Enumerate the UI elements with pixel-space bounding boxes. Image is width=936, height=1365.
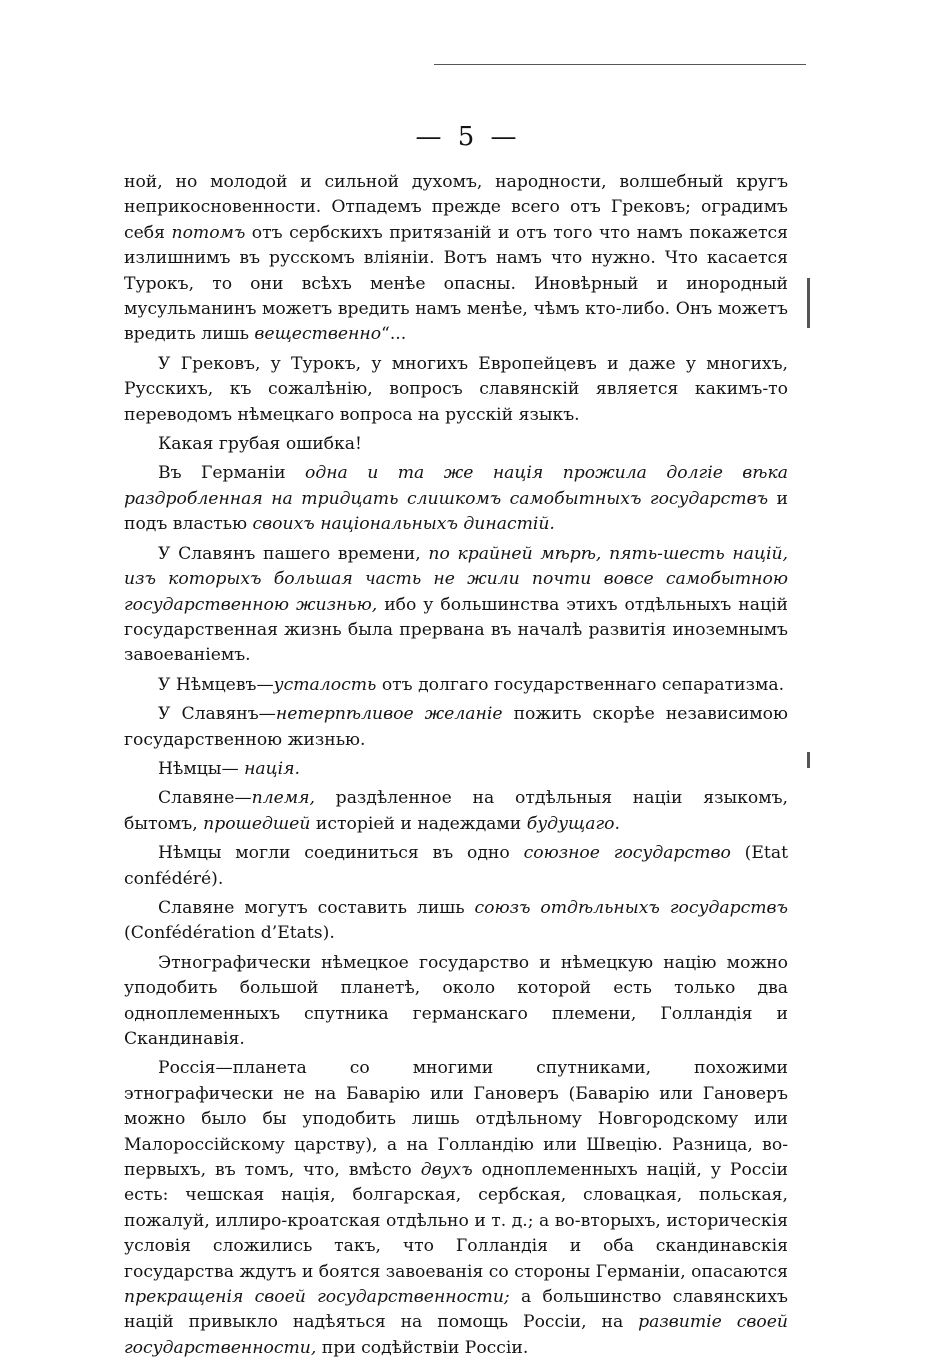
text-run: а большинство славянскихъ націй привыкло надѣяться на помощь Россіи, на — [124, 1287, 788, 1333]
text-run: Россія—планета со многими спутниками, похожими этнографически не на Баварію или Гановеръ (Баварію или Гановеръ можно было бы уподобить лишь отдѣльному Новгородскому или Малороссійскому царству), а на Голландію или Швецію. Разница, во-первыхъ, въ томъ, что, вмѣсто — [124, 1058, 788, 1181]
body-text — [124, 170, 788, 1365]
text-run: и подъ властью — [124, 488, 789, 535]
paragraph — [124, 757, 788, 782]
italic-text: нетерпѣливое желаніе — [275, 704, 503, 725]
text-run: У Нѣмцевъ— — [158, 674, 274, 695]
text-run: Этнографически нѣмецкое государство и нѣмецкую націю можно уподобить большой планетѣ, около которой есть только два одноплеменныхъ спутника германскаго племени, Голландія и Скандинавія. — [124, 952, 788, 1049]
margin-mark — [807, 752, 810, 768]
italic-text: потомъ — [171, 222, 246, 243]
text-run: ибо у большинства этихъ отдѣльныхъ націй государственная жизнь была прервана въ началѣ развитія иноземнымъ завоеваніемъ. — [124, 594, 788, 666]
paragraph — [124, 673, 788, 698]
paragraph — [124, 841, 788, 892]
paragraph — [124, 170, 788, 348]
text-run: отъ сербскихъ притязаній и отъ того что намъ покажется излишнимъ въ русскомъ вліяніи. Вотъ намъ что нужно. Что касается Турокъ, то они всѣхъ менѣе опасны. Иновѣрный и инородный мусульманинъ можетъ вредить намъ менѣе, чѣмъ кто-либо. Онъ можетъ вредить лишь — [124, 222, 788, 345]
text-run: “... — [381, 324, 407, 345]
paragraph — [124, 1056, 788, 1361]
text-run: Славяне— — [158, 788, 252, 809]
italic-text: своихъ національныхъ династій. — [252, 514, 555, 535]
italic-text: двухъ — [420, 1160, 473, 1181]
italic-text: усталость — [273, 674, 377, 695]
italic-text: нація. — [244, 758, 301, 779]
italic-text: племя, — [251, 788, 315, 809]
text-run: отъ долгаго государственнаго сепаратизма. — [376, 674, 785, 695]
text-run: Какая грубая ошибка! — [158, 434, 362, 455]
italic-text: прекращенія своей государственности; — [124, 1287, 510, 1308]
paragraph — [124, 896, 788, 947]
italic-text: союзъ отдѣльныхъ государствъ — [474, 897, 788, 918]
italic-text: прошедшей — [203, 813, 311, 834]
text-run: У Славянъ пашего времени, — [158, 543, 429, 564]
text-run: Нѣмцы могли соединиться въ одно — [158, 843, 524, 864]
italic-text: по крайней мѣрѣ, пять-шесть націй, изъ которыхъ большая часть не жили почти вовсе самобытною государственною жизнью, — [124, 543, 788, 615]
paragraph — [124, 951, 788, 1053]
top-rule — [434, 64, 806, 65]
text-run: при содѣйствіи Россіи. — [316, 1337, 529, 1358]
paragraph — [124, 352, 788, 428]
text-run: (Etat confédéré). — [124, 843, 788, 889]
italic-text: одна и та же нація прожила долгіе вѣка раздробленная на тридцать слишкомъ самобытныхъ государствъ — [124, 463, 788, 509]
italic-text: союзное государство — [523, 843, 731, 864]
text-run: У Грековъ, у Турокъ, у многихъ Европейцевъ и даже у многихъ, Русскихъ, къ сожалѣнію, вопросъ славянскій является какимъ-то переводомъ нѣмецкаго вопроса на русскій языкъ. — [124, 353, 788, 425]
text-run: Нѣмцы— — [158, 758, 245, 779]
italic-text: будущаго. — [526, 813, 620, 834]
paragraph — [124, 432, 788, 457]
paragraph — [124, 702, 788, 753]
margin-mark — [807, 278, 810, 328]
text-run: раздѣленное на отдѣльныя націи языкомъ, бытомъ, — [124, 788, 788, 834]
page-number: — 5 — — [415, 122, 521, 152]
paragraph — [124, 786, 788, 837]
text-run: Въ Германіи — [158, 463, 305, 484]
italic-text: развитіе своей государственности, — [124, 1312, 788, 1358]
italic-text: вещественно — [254, 324, 382, 345]
text-run: одноплеменныхъ націй, у Россіи есть: чешская нація, болгарская, сербская, словацкая, польская, пожалуй, иллиро-кроатская отдѣльно и т. д.; а во-вторыхъ, историческія условія сложились такъ, что Голландія и оба скандинавскія государства ждутъ и боятся завоеванія со стороны Германіи, опасаются — [124, 1160, 788, 1282]
text-run: (Confédération d’Etats). — [124, 923, 335, 944]
text-run: ной, но молодой и сильной духомъ, народности, волшебный кругъ неприкосновенности. Отпадемъ прежде всего отъ Грековъ; оградимъ себя — [124, 172, 788, 243]
text-run: пожить скорѣе независимою государственною жизнью. — [124, 704, 788, 750]
text-run: Славяне могутъ составить лишь — [158, 897, 475, 918]
text-run: исторіей и надеждами — [310, 813, 527, 834]
paragraph — [124, 461, 788, 537]
paragraph — [124, 542, 788, 669]
text-run: У Славянъ— — [158, 704, 276, 725]
